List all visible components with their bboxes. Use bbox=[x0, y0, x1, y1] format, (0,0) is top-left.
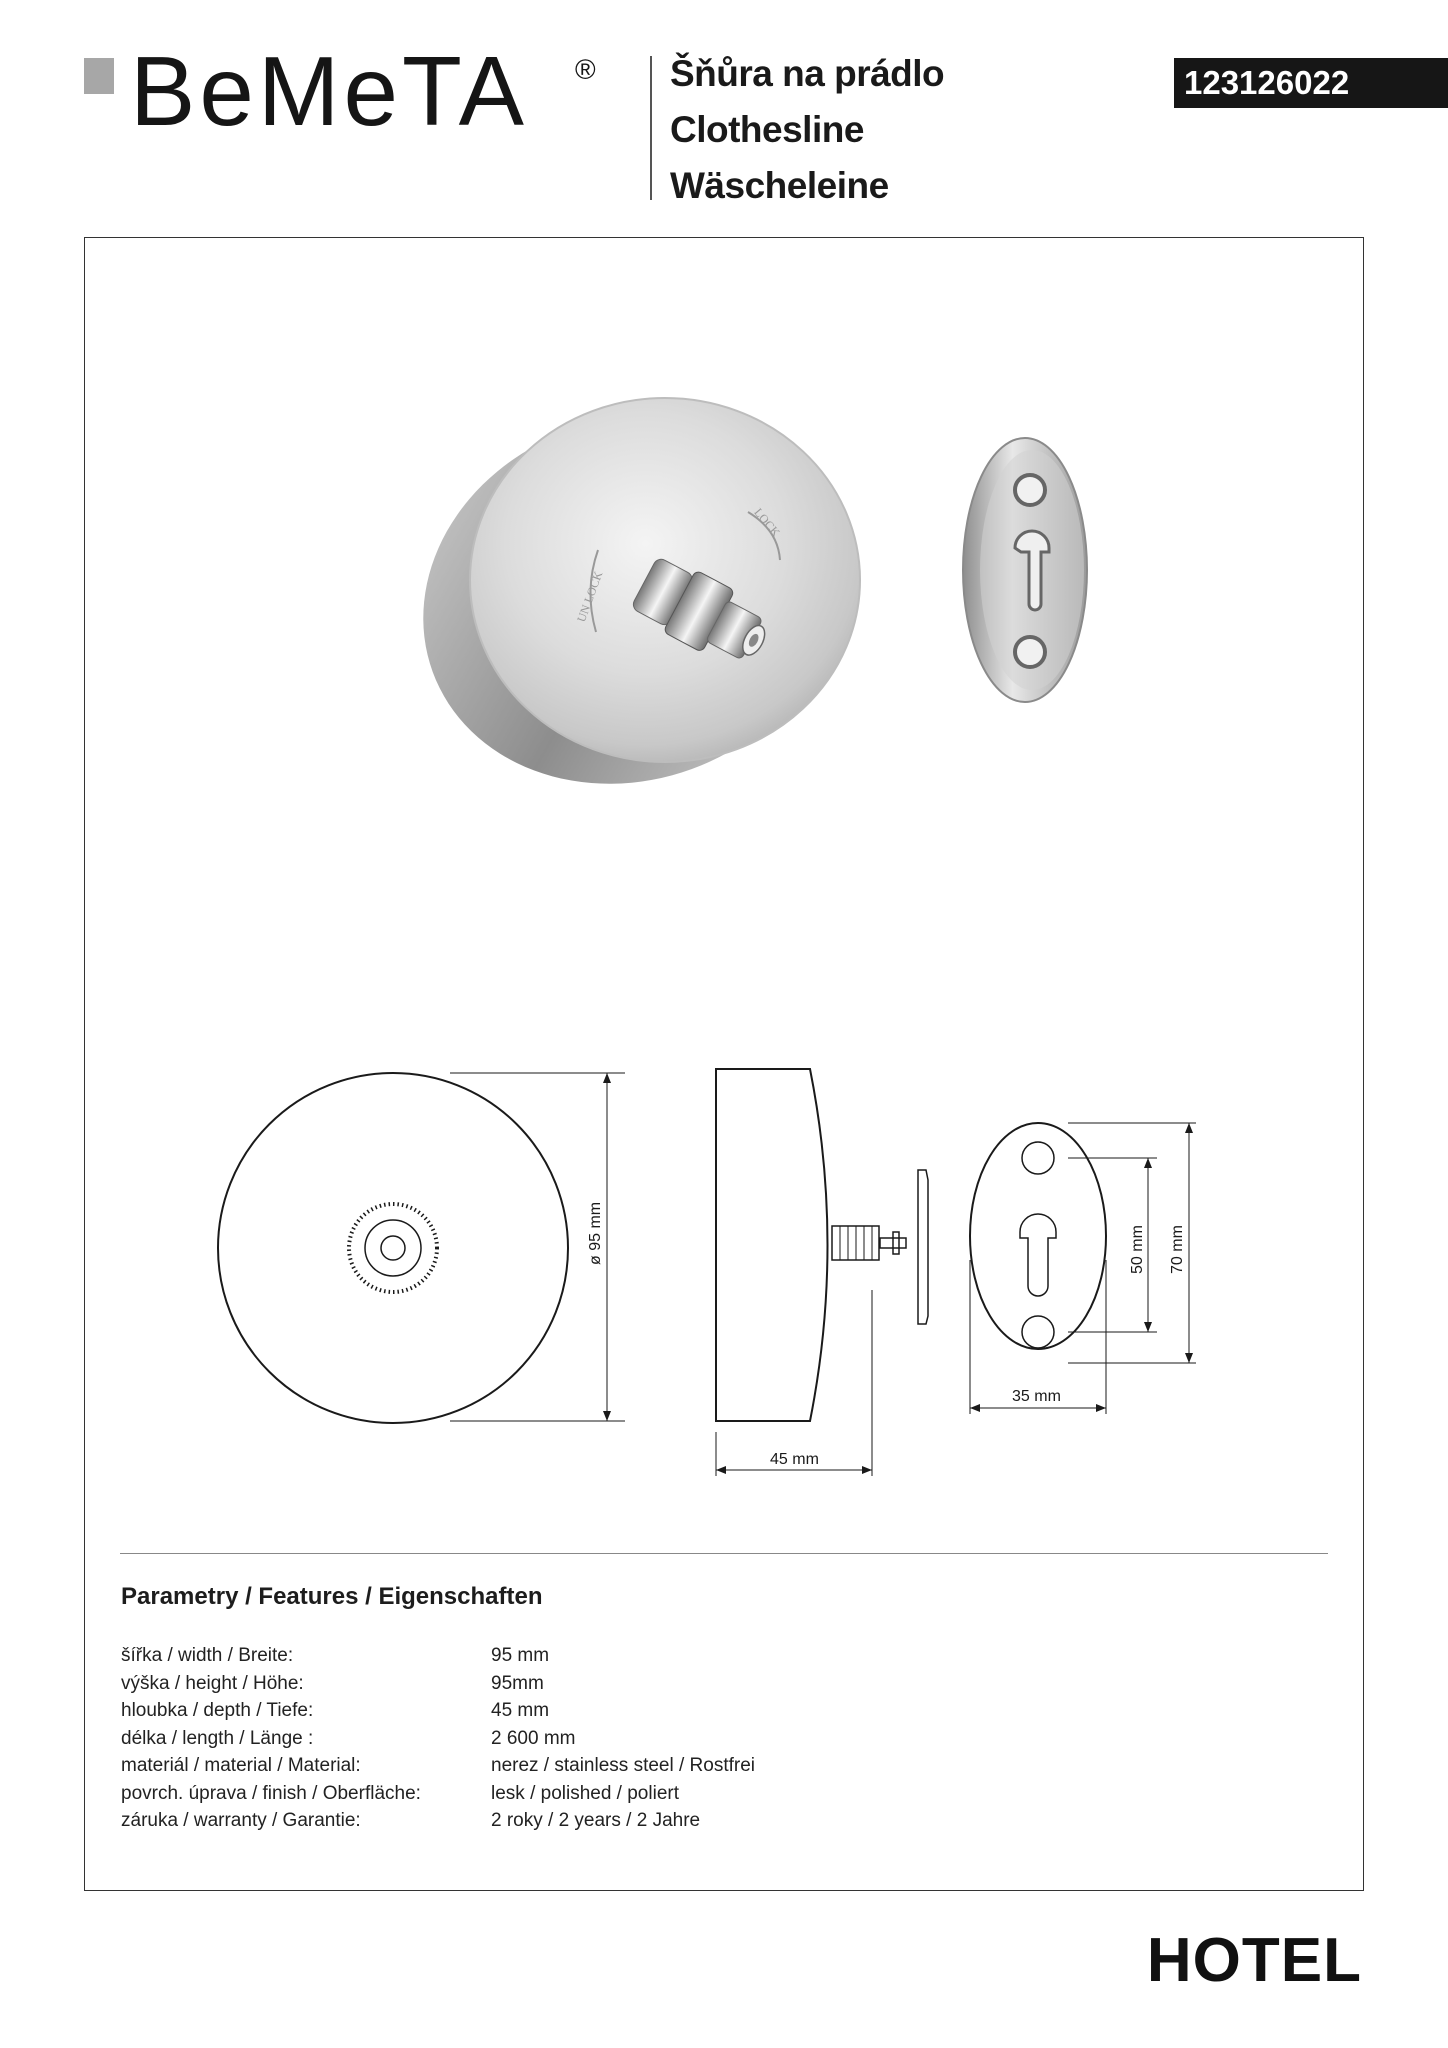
param-row bbox=[121, 1752, 755, 1780]
param-value: nerez / stainless steel / Rostfrei bbox=[491, 1755, 755, 1776]
registered-mark: ® bbox=[575, 54, 596, 85]
brand-logo: BeMeTA bbox=[130, 36, 528, 146]
parameters-table bbox=[121, 1642, 755, 1835]
front-view-circle bbox=[218, 1073, 568, 1423]
param-value: 2 600 mm bbox=[491, 1727, 576, 1749]
bracket-height-label: 70 mm bbox=[1169, 1225, 1186, 1274]
section-divider bbox=[120, 1553, 1328, 1554]
param-value: 95 mm bbox=[491, 1645, 550, 1666]
knob-ring-inner bbox=[381, 1236, 405, 1260]
knob-ring-mid bbox=[365, 1220, 421, 1276]
param-label: materiál / material / Material: bbox=[121, 1755, 361, 1776]
bracket-hole-top bbox=[1022, 1142, 1054, 1174]
param-value: 45 mm bbox=[491, 1700, 550, 1721]
product-name-en: Clothesline bbox=[670, 109, 864, 150]
param-row bbox=[121, 1642, 755, 1670]
param-value: 2 roky / 2 years / 2 Jahre bbox=[491, 1810, 701, 1831]
lock-label: LOCK bbox=[751, 505, 783, 540]
param-row bbox=[121, 1697, 755, 1725]
param-row bbox=[121, 1780, 755, 1808]
category-label: HOTEL bbox=[1146, 1926, 1362, 1995]
product-name-cz: Šňůra na prádlo bbox=[670, 53, 945, 94]
param-label: hloubka / depth / Tiefe: bbox=[121, 1700, 314, 1721]
hole-spacing-label: 50 mm bbox=[1129, 1225, 1146, 1274]
unlock-label: UN LOCK bbox=[574, 569, 606, 624]
bracket-width-label: 35 mm bbox=[1012, 1388, 1061, 1405]
param-row bbox=[121, 1725, 755, 1753]
side-view-body bbox=[716, 1069, 828, 1421]
parameters-title: Parametry / Features / Eigenschaften bbox=[121, 1583, 543, 1610]
param-value: lesk / polished / poliert bbox=[491, 1782, 679, 1804]
product-name-de: Wäscheleine bbox=[670, 165, 889, 206]
param-label: šířka / width / Breite: bbox=[121, 1645, 294, 1666]
param-label: povrch. úprava / finish / Oberfläche: bbox=[121, 1782, 421, 1804]
product-code: 123126022 bbox=[1174, 58, 1448, 108]
param-row bbox=[121, 1807, 755, 1835]
param-label: délka / length / Länge : bbox=[121, 1727, 314, 1749]
diameter-label: ø 95 mm bbox=[587, 1201, 604, 1265]
param-label: záruka / warranty / Garantie: bbox=[121, 1810, 361, 1831]
param-row bbox=[121, 1670, 755, 1698]
bracket-hole-bottom bbox=[1022, 1316, 1054, 1348]
side-view-bracket bbox=[918, 1170, 928, 1324]
param-label: výška / height / Höhe: bbox=[121, 1672, 304, 1694]
depth-label: 45 mm bbox=[770, 1451, 819, 1468]
param-value: 95mm bbox=[491, 1672, 544, 1694]
knob-ring-outer bbox=[349, 1204, 437, 1292]
bracket-keyhole bbox=[1020, 1214, 1056, 1296]
bracket-outline bbox=[970, 1123, 1106, 1349]
